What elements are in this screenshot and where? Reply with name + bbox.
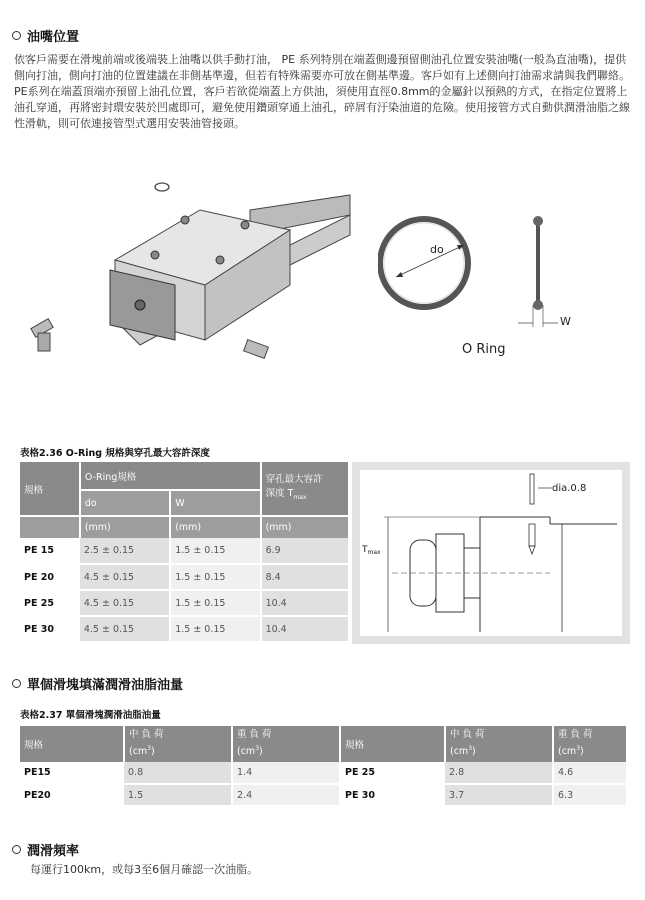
- section-title-lube-frequency: 潤滑頻率: [12, 840, 79, 859]
- col-medium-right: 中 負 荷 $(cm^3)$: [445, 726, 553, 762]
- col-do: do: [80, 490, 170, 516]
- angled-nipple-icon: [31, 319, 53, 351]
- lube-frequency-text: 每運行100km，或每3至6個月確認一次油脂。: [30, 863, 259, 876]
- table-row: PE 30 4.5 ± 0.15 1.5 ± 0.15 10.4: [20, 616, 349, 642]
- table-row: PE15 0.8 1.4 PE 25 2.8 4.6: [20, 762, 627, 784]
- table-row: PE 25 4.5 ± 0.15 1.5 ± 0.15 10.4: [20, 590, 349, 616]
- bullet-icon: [12, 679, 21, 688]
- section-title-oil-nipple: 油嘴位置: [12, 26, 79, 45]
- bullet-icon: [12, 845, 21, 854]
- do-label: do: [430, 243, 444, 256]
- section-paragraph: 依客戶需要在滑塊前端或後端裝上油嘴以供手動打油， PE 系列特別在端蓋側邊預留側油孔位置安裝油嘴(一般為直油嘴)，提供側向打油，側向打油的位置建議在非側基準邊，但若有特殊需要亦可放在側基準邊。客戶如有上述側向打油需求請與我們聯絡。 PE系列在端蓋頂端亦預留上油孔位置，客戶若欲從端蓋上方供油，須使用直徑0.8mm的金屬針以預熱的方式，在指定位置將上油孔穿通，再將密封環安裝於凹處即可，避免使用鑽頭穿通上油孔，碎屑有汙染油道的危險。使用接管方式自動供潤滑油脂之線性滑軌，則可依連接管型式選用安裝油管接頭。: [14, 53, 630, 130]
- col-medium-left: 中 負 荷 $(cm^3)$: [124, 726, 232, 762]
- depth-figure: [352, 462, 630, 644]
- straight-nipple-icon: [244, 340, 269, 359]
- col-heavy-left: 重 負 荷 $(cm^3)$: [232, 726, 340, 762]
- col-w: W: [170, 490, 260, 516]
- col-oring: O-Ring規格: [80, 462, 261, 490]
- table-row: PE 20 4.5 ± 0.15 1.5 ± 0.15 8.4: [20, 564, 349, 590]
- linear-guide-illustration: [20, 175, 360, 375]
- oring-spec-table: [20, 462, 350, 643]
- table-2-37-caption: 表格2.37 單個滑塊潤滑油脂油量: [20, 710, 161, 721]
- col-spec-left: 規格: [20, 726, 124, 762]
- table-row: PE 15 2.5 ± 0.15 1.5 ± 0.15 6.9: [20, 538, 349, 564]
- oring-front-view: [380, 219, 468, 307]
- col-heavy-right: 重 負 荷 $(cm^3)$: [553, 726, 627, 762]
- oring-figure: [378, 205, 578, 335]
- unit-t: (mm): [261, 516, 349, 538]
- tmax-label: $T_{max}$: [362, 545, 381, 556]
- unit-blank: [20, 516, 80, 538]
- oring-small-icon: [155, 183, 169, 191]
- col-spec-right: 規格: [340, 726, 445, 762]
- table-2-36-caption: 表格2.36 O-Ring 規格與穿孔最大容許深度: [20, 448, 210, 459]
- bullet-icon: [12, 31, 21, 40]
- w-label: W: [560, 315, 571, 328]
- unit-do: (mm): [80, 516, 170, 538]
- section-title-grease-amount: 單個滑塊填滿潤滑油脂油量: [12, 674, 183, 693]
- oring-caption: O Ring: [462, 342, 506, 357]
- dia-label: dia.0.8: [552, 483, 587, 494]
- table-row: PE20 1.5 2.4 PE 30 3.7 6.3: [20, 784, 627, 806]
- unit-w: (mm): [170, 516, 260, 538]
- col-spec: 規格: [20, 462, 80, 516]
- grease-amount-table: [20, 726, 628, 807]
- col-depth: 穿孔最大容許 深度 $T_{max}$: [261, 462, 349, 516]
